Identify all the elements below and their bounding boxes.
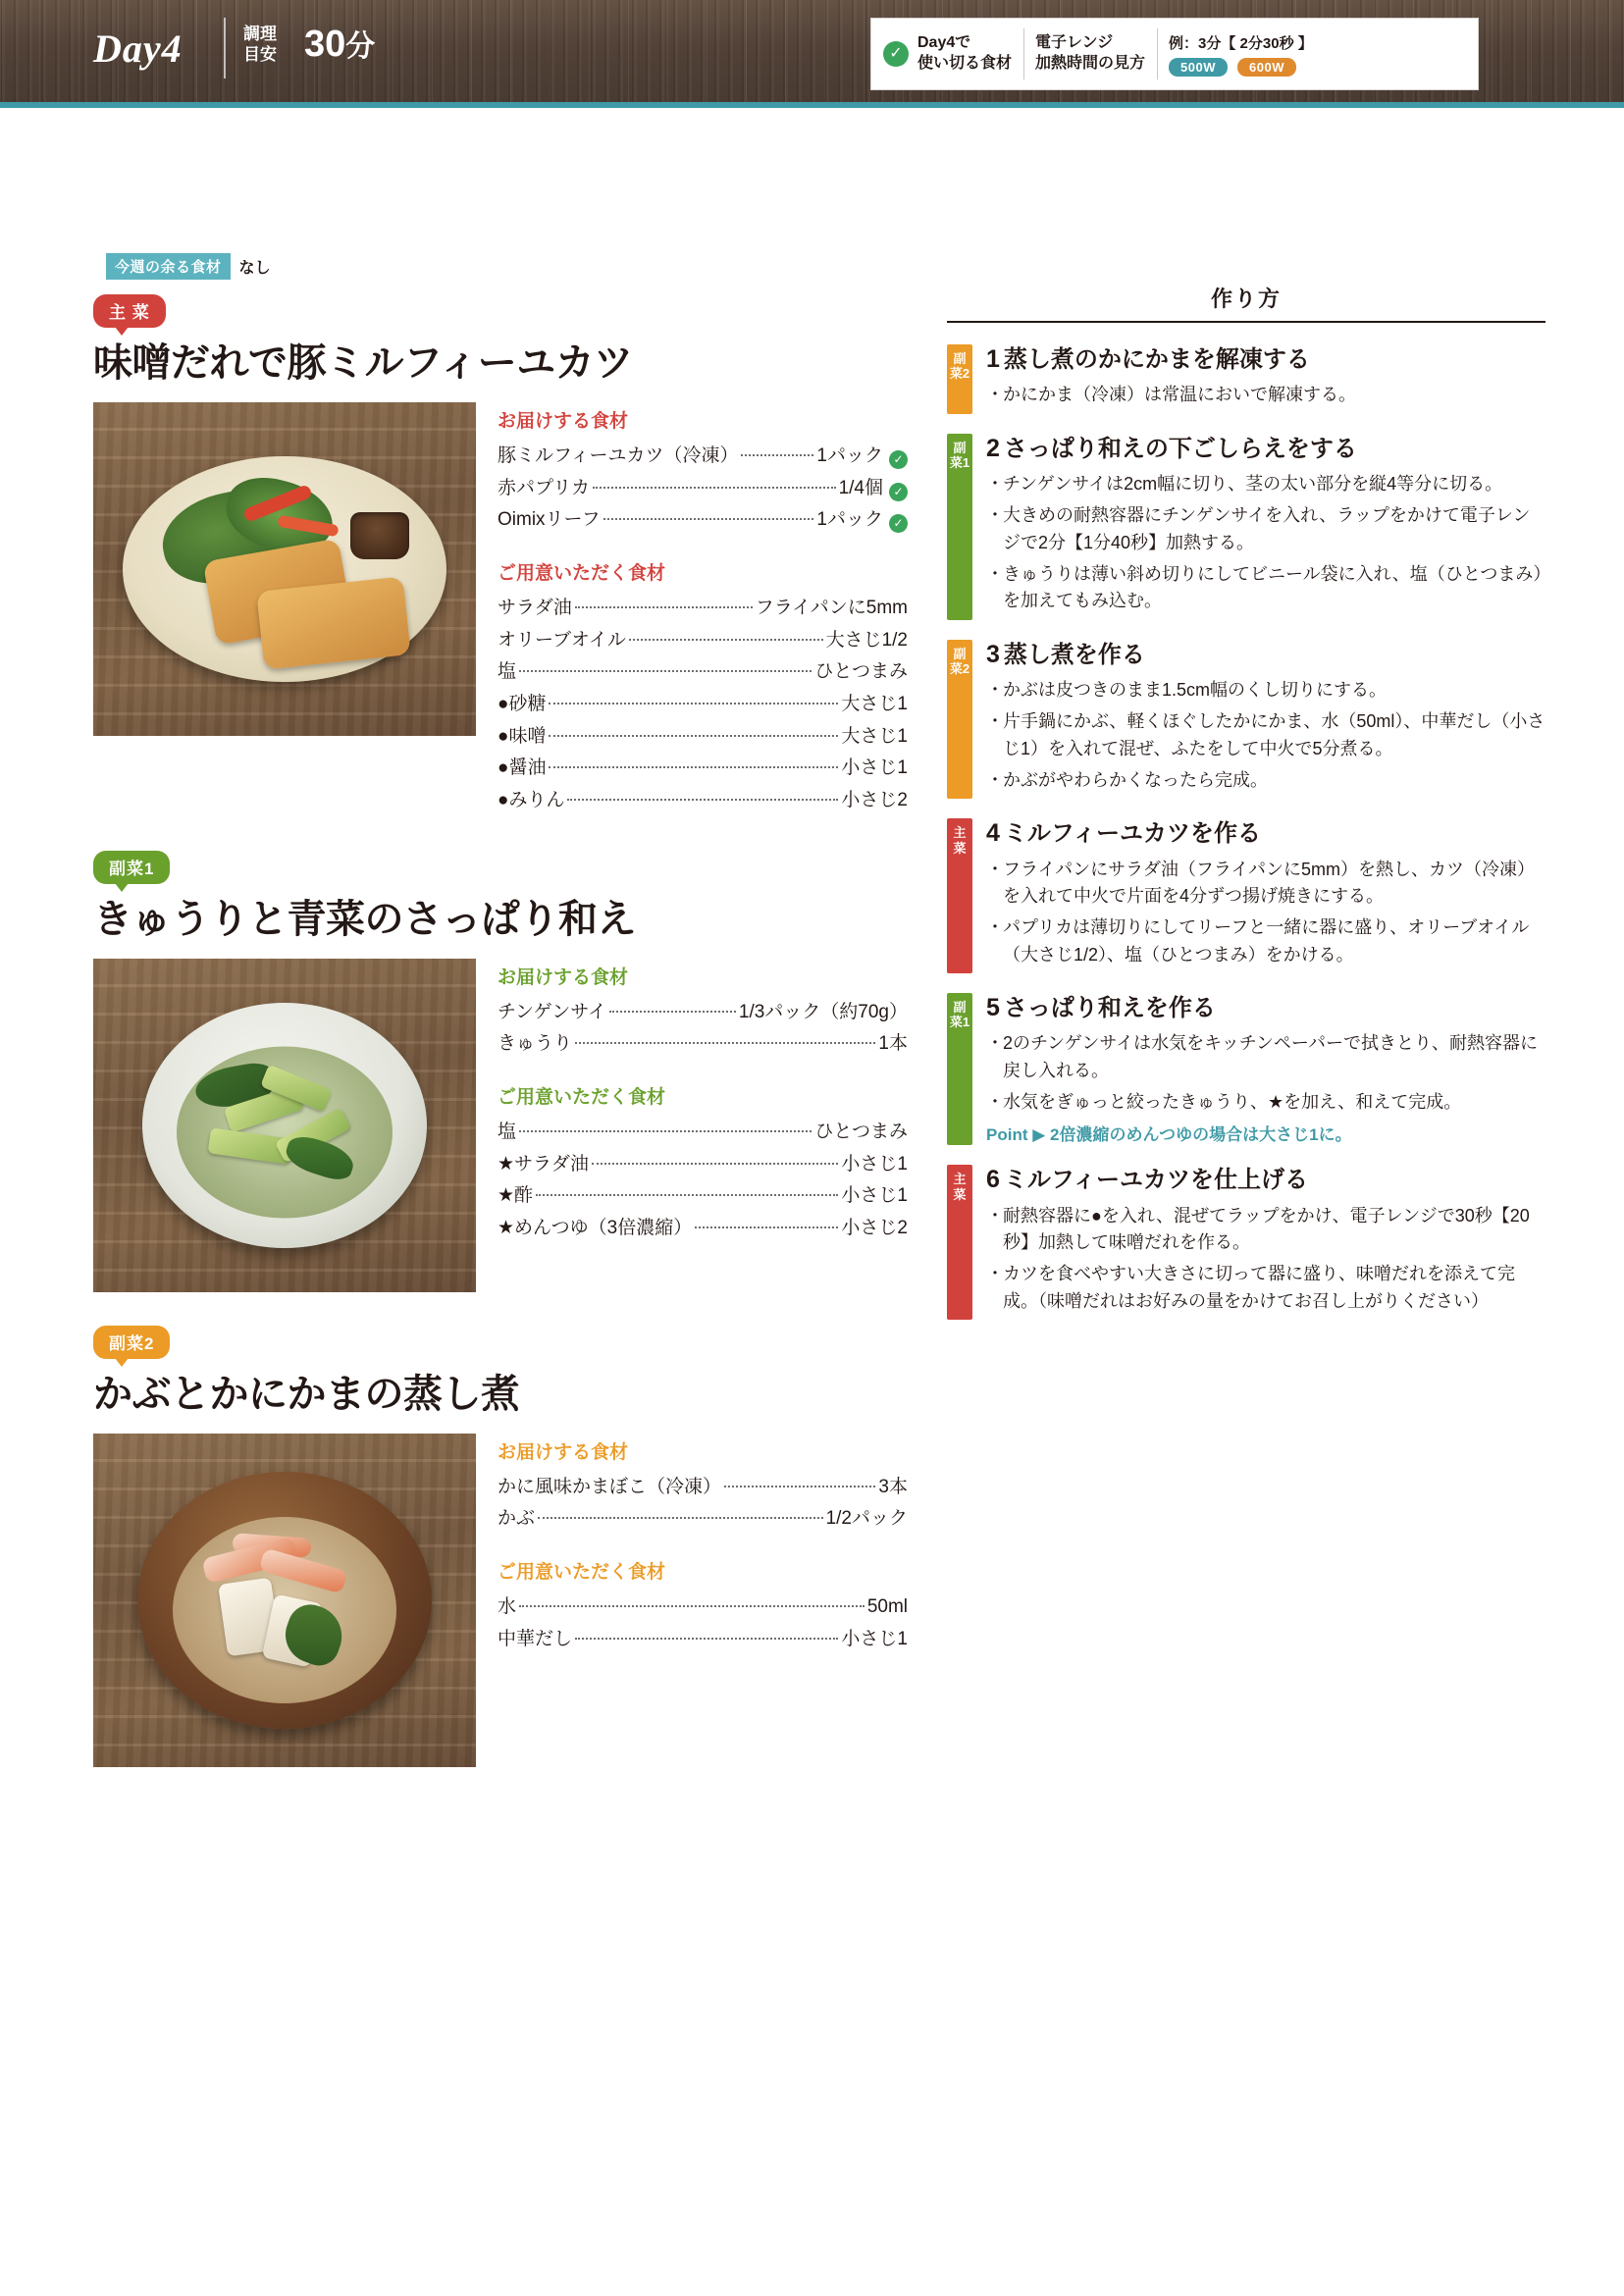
ingredient-row: [498, 1472, 908, 1504]
cooking-time-number: 30: [304, 24, 346, 65]
microwave-cell: [1023, 19, 1157, 89]
step-tag: 副菜1: [947, 434, 972, 620]
step-bullet: ・ かぶは皮つきのまま1.5cm幅のくし切りにする。: [986, 677, 1545, 704]
prepare-head-sub1: ご用意いただく食材: [498, 1087, 666, 1109]
ingredient-name: ★酢: [498, 1185, 534, 1207]
dish-title-main: 味噌だれで豚ミルフィーユカツ: [93, 341, 633, 385]
step-bullet-text: かぶがやわらかくなったら完成。: [1003, 769, 1268, 790]
ingredient-name: 塩: [498, 1122, 517, 1143]
leader-dots: [575, 606, 753, 608]
dish-title-sub1: きゅうりと青菜のさっぱり和え: [93, 897, 636, 941]
ingredients-sub2: [498, 1434, 908, 1656]
ingredient-row: [498, 689, 908, 721]
ingredient-amount: 1/3パック（約70g）: [738, 1001, 908, 1022]
dish-photo-cucumber: [93, 959, 476, 1292]
ingredient-amount: 小さじ1: [841, 757, 908, 779]
method-step: [947, 640, 1545, 800]
ingredient-row: [498, 1592, 908, 1624]
step-number: 4: [986, 819, 1000, 848]
ingredient-name: ★サラダ油: [498, 1153, 589, 1174]
ingredient-amount: 1本: [878, 1033, 908, 1055]
leader-dots: [538, 1517, 823, 1519]
leader-dots: [567, 799, 838, 801]
step-bullet: ・ きゅうりは薄い斜め切りにしてビニール袋に入れ、塩（ひとつまみ）を加えてもみ込む。: [986, 561, 1545, 615]
ingredient-amount: ひとつまみ: [814, 661, 908, 683]
dish-photo-katsu: [93, 402, 476, 736]
step-title: ミルフィーユカツを仕上げる: [1003, 1167, 1308, 1194]
step-bullet-text: 片手鍋にかぶ、軽くほぐしたかにかま、水（50ml）、中華だし（小さじ1）を入れて混ぜ、ふたをして中火で5分煮る。: [1003, 711, 1545, 758]
ingredient-amount: 1パック: [816, 509, 883, 531]
dish-title-sub2: かぶとかにかまの蒸し煮: [93, 1372, 520, 1416]
ingredient-name: かぶ: [498, 1508, 536, 1530]
leader-dots: [575, 1042, 875, 1044]
step-heading: [986, 818, 1545, 849]
cooking-time-label-line2: 目安: [243, 45, 277, 65]
leader-dots: [629, 639, 823, 641]
step-bullet: ・ かぶがやわらかくなったら完成。: [986, 767, 1545, 794]
dish-block-sub1: [93, 851, 908, 1292]
ingredient-row: [498, 656, 908, 689]
leader-dots: [741, 454, 813, 456]
step-bullet-text: きゅうりは薄い斜め切りにしてビニール袋に入れ、塩（ひとつまみ）を加えてもみ込む。: [1003, 563, 1543, 611]
ingredient-amount: 大さじ1: [841, 725, 908, 747]
check-icon: ✓: [889, 514, 908, 533]
watt-badges: [1169, 58, 1296, 77]
ingredient-row: [498, 1028, 908, 1061]
ingredient-amount: 大さじ1: [841, 694, 908, 715]
step-bullet: ・ チンゲンサイは2cm幅に切り、茎の太い部分を縦4等分に切る。: [986, 471, 1545, 497]
check-icon: ✓: [889, 483, 908, 501]
step-bullet: ・ 片手鍋にかぶ、軽くほぐしたかにかま、水（50ml）、中華だし（小さじ1）を入れて混ぜ、ふたをして中火で5分煮る。: [986, 708, 1545, 762]
cooking-time-unit: 分: [345, 30, 376, 63]
step-bullet-text: 2のチンゲンサイは水気をキッチンペーパーで拭きとり、耐熱容器に戻し入れる。: [1003, 1033, 1538, 1080]
header-accent-rule: [0, 102, 1624, 108]
header-divider: [224, 18, 226, 78]
cooking-time-label-line1: 調理: [243, 25, 277, 43]
ingredient-amount: ひとつまみ: [814, 1122, 908, 1143]
microwave-text: [1035, 33, 1145, 75]
delivered-head-sub1: お届けする食材: [498, 966, 629, 988]
step-bullet: ・ フライパンにサラダ油（フライパンに5mm）を熱し、カツ（冷凍）を入れて中火で片面を4分ずつ揚げ焼きにする。: [986, 857, 1545, 911]
step-heading: [986, 640, 1545, 670]
step-bullet-text: 耐熱容器に●を入れ、混ぜてラップをかけ、電子レンジで30秒【20秒】加熱して味噌だれを作る。: [1003, 1205, 1530, 1252]
method-step: [947, 993, 1545, 1145]
step-bullet-text: パプリカは薄切りにしてリーフと一緒に器に盛り、オリーブオイル（大さじ1/2）、塩（ひとつまみ）をかける。: [1003, 917, 1530, 965]
page-header: [0, 0, 1624, 108]
step-bullet: ・ パプリカは薄切りにしてリーフと一緒に器に盛り、オリーブオイル（大さじ1/2）、塩（ひとつまみ）をかける。: [986, 914, 1545, 968]
ingredient-name: オリーブオイル: [498, 629, 626, 651]
ingredient-amount: 3本: [878, 1476, 908, 1497]
ingredients-sub1: [498, 959, 908, 1245]
step-bullet-text: 大きめの耐熱容器にチンゲンサイを入れ、ラップをかけて電子レンジで2分【1分40秒】加熱する。: [1003, 505, 1531, 552]
step-title: 蒸し煮を作る: [1003, 641, 1145, 668]
method-step: [947, 344, 1545, 414]
step-tag: 副菜2: [947, 640, 972, 800]
recipes-column: [93, 294, 908, 1777]
step-tag: 副菜2: [947, 344, 972, 414]
ingredient-name: ●味噌: [498, 725, 547, 747]
ingredient-row: [498, 473, 908, 505]
use-up-line1: Day4で: [917, 34, 971, 52]
watt-500-badge: 500W: [1169, 58, 1228, 77]
ingredient-name: 塩: [498, 661, 517, 683]
prepare-head-main: ご用意いただく食材: [498, 563, 666, 585]
ingredient-name: サラダ油: [498, 598, 572, 619]
step-bullet: ・ 大きめの耐熱容器にチンゲンサイを入れ、ラップをかけて電子レンジで2分【1分40秒】加熱する。: [986, 502, 1545, 556]
ingredient-name: かに風味かまぼこ（冷凍）: [498, 1476, 722, 1497]
ingredient-name: ●みりん: [498, 790, 565, 811]
dish-body-sub2: [93, 1434, 908, 1767]
step-bullet-text: かにかま（冷凍）は常温においで解凍する。: [1003, 385, 1356, 405]
ingredient-amount: 小さじ1: [841, 1628, 908, 1649]
category-pill-main: 主 菜: [93, 294, 166, 328]
use-up-text: [917, 33, 1012, 75]
dish-photo-kabu: [93, 1434, 476, 1767]
prepare-head-sub2: ご用意いただく食材: [498, 1562, 666, 1584]
ingredient-row: [498, 504, 908, 537]
ingredient-row: [498, 1503, 908, 1536]
ingredient-amount: 大さじ1/2: [825, 629, 908, 651]
step-bullet-text: フライパンにサラダ油（フライパンに5mm）を熱し、カツ（冷凍）を入れて中火で片面を4分ずつ揚げ焼きにする。: [1003, 859, 1536, 906]
use-up-cell: [871, 19, 1023, 89]
ingredient-name: 豚ミルフィーユカツ（冷凍）: [498, 445, 739, 466]
leftover-tag-label: 今週の余る食材: [106, 253, 231, 280]
dish-block-main: [93, 294, 908, 817]
ingredient-name: Oimixリーフ: [498, 509, 601, 531]
step-point-note: Point ▶ 2倍濃縮のめんつゆの場合は大さじ1に。: [986, 1125, 1352, 1145]
ingredient-amount: 小さじ2: [841, 790, 908, 811]
leader-dots: [695, 1226, 838, 1228]
ingredient-row: [498, 997, 908, 1029]
step-heading: [986, 434, 1545, 464]
delivered-head-sub2: お届けする食材: [498, 1441, 629, 1463]
ingredient-name: ★めんつゆ（3倍濃縮）: [498, 1218, 693, 1239]
leader-dots: [519, 1130, 812, 1132]
leader-dots: [724, 1486, 875, 1487]
ingredient-row: [498, 785, 908, 817]
category-pill-sub2: 副菜2: [93, 1326, 170, 1359]
ingredient-name: 水: [498, 1596, 517, 1618]
leader-dots: [519, 1605, 864, 1607]
ingredient-amount: 小さじ1: [841, 1185, 908, 1207]
method-step: [947, 818, 1545, 973]
step-number: 2: [986, 434, 1000, 462]
leader-dots: [575, 1638, 838, 1640]
step-title: ミルフィーユカツを作る: [1003, 820, 1261, 848]
check-circle-icon: ✓: [883, 41, 909, 67]
use-up-line2: 使い切る食材: [917, 55, 1013, 72]
ingredient-row: [498, 1624, 908, 1656]
ingredient-amount: 小さじ2: [841, 1218, 908, 1239]
check-icon: ✓: [889, 450, 908, 469]
ingredient-amount: 1/2パック: [825, 1508, 908, 1530]
leader-dots: [609, 1011, 736, 1013]
ingredient-name: 赤パプリカ: [498, 477, 591, 498]
ingredient-row: [498, 625, 908, 657]
step-heading: [986, 344, 1545, 375]
leader-dots: [592, 1163, 839, 1165]
step-bullet: ・ 耐熱容器に●を入れ、混ぜてラップをかけ、電子レンジで30秒【20秒】加熱して味噌だれを作る。: [986, 1203, 1545, 1257]
ingredient-name: ●醤油: [498, 757, 547, 779]
day-title-text: Day4: [93, 26, 183, 71]
dish-block-sub2: [93, 1326, 908, 1767]
leader-dots: [593, 487, 836, 489]
category-pill-sub1: 副菜1: [93, 851, 170, 884]
leader-dots: [549, 703, 838, 704]
dish-body-main: [93, 402, 908, 817]
ingredient-row: [498, 753, 908, 785]
ingredient-row: [498, 441, 908, 473]
leader-dots: [549, 766, 838, 768]
ingredient-row: [498, 593, 908, 625]
method-step: [947, 434, 1545, 620]
ingredient-amount: 小さじ1: [841, 1153, 908, 1174]
ingredient-row: [498, 1213, 908, 1245]
ingredient-amount: 50ml: [866, 1596, 908, 1618]
step-number: 5: [986, 994, 1000, 1022]
step-number: 1: [986, 345, 1000, 373]
day-title: [93, 26, 183, 72]
step-bullet-text: かぶは皮つきのまま1.5cm幅のくし切りにする。: [1003, 679, 1388, 700]
step-bullet-text: チンゲンサイは2cm幅に切り、茎の太い部分を縦4等分に切る。: [1003, 473, 1503, 494]
header-info-box: [870, 18, 1479, 90]
step-bullet: ・ 2のチンゲンサイは水気をキッチンペーパーで拭きとり、耐熱容器に戻し入れる。: [986, 1030, 1545, 1084]
step-number: 6: [986, 1166, 1000, 1194]
microwave-example-cell: [1157, 19, 1325, 89]
ingredient-name: ●砂糖: [498, 694, 547, 715]
step-heading: [986, 993, 1545, 1023]
cooking-time-value: [304, 22, 375, 66]
ingredient-row: [498, 1149, 908, 1181]
microwave-example-text: 例：3分【 2分30秒 】: [1169, 34, 1313, 52]
leader-dots: [549, 735, 838, 737]
step-heading: [986, 1165, 1545, 1195]
ingredient-row: [498, 1117, 908, 1149]
method-step: [947, 1165, 1545, 1320]
ingredient-name: きゅうり: [498, 1033, 573, 1055]
ingredient-name: チンゲンサイ: [498, 1001, 606, 1022]
dish-body-sub1: [93, 959, 908, 1292]
leader-dots: [603, 518, 814, 520]
method-title: 作り方: [947, 283, 1545, 323]
cooking-time-label: [243, 24, 277, 66]
step-tag: 副菜1: [947, 993, 972, 1145]
watt-600-badge: 600W: [1237, 58, 1296, 77]
delivered-head-main: お届けする食材: [498, 411, 629, 432]
ingredient-amount: フライパンに5mm: [755, 598, 908, 619]
step-title: さっぱり和えを作る: [1003, 995, 1216, 1022]
method-column: [947, 283, 1545, 1339]
step-tag: 主菜: [947, 818, 972, 973]
ingredient-row: [498, 1180, 908, 1213]
step-title: さっぱり和えの下ごしらえをする: [1003, 435, 1357, 462]
step-bullet-text: カツを食べやすい大きさに切って器に盛り、味噌だれを添えて完成。（味噌だれはお好みの量をかけてお召し上がりください）: [1003, 1264, 1515, 1311]
ingredients-main: [498, 402, 908, 817]
step-number: 3: [986, 640, 1000, 668]
step-bullet: ・ 水気をぎゅっと絞ったきゅうり、★を加え、和えて完成。: [986, 1089, 1545, 1116]
leftover-value: なし: [238, 260, 271, 277]
microwave-line1: 電子レンジ: [1035, 34, 1114, 52]
ingredient-amount: 1パック: [816, 445, 883, 466]
leader-dots: [536, 1194, 838, 1196]
step-tag: 主菜: [947, 1165, 972, 1320]
ingredient-name: 中華だし: [498, 1628, 573, 1649]
ingredient-row: [498, 721, 908, 754]
leftover-ingredients-bar: [106, 253, 271, 280]
step-bullet: ・ かにかま（冷凍）は常温においで解凍する。: [986, 382, 1545, 408]
microwave-line2: 加熱時間の見方: [1035, 55, 1146, 72]
step-title: 蒸し煮のかにかまを解凍する: [1003, 346, 1310, 373]
step-bullet: ・ カツを食べやすい大きさに切って器に盛り、味噌だれを添えて完成。（味噌だれはお好みの量をかけてお召し上がりください）: [986, 1261, 1545, 1315]
ingredient-amount: 1/4個: [838, 477, 883, 498]
leader-dots: [519, 670, 812, 672]
step-bullet-text: 水気をぎゅっと絞ったきゅうり、★を加え、和えて完成。: [1003, 1092, 1462, 1112]
